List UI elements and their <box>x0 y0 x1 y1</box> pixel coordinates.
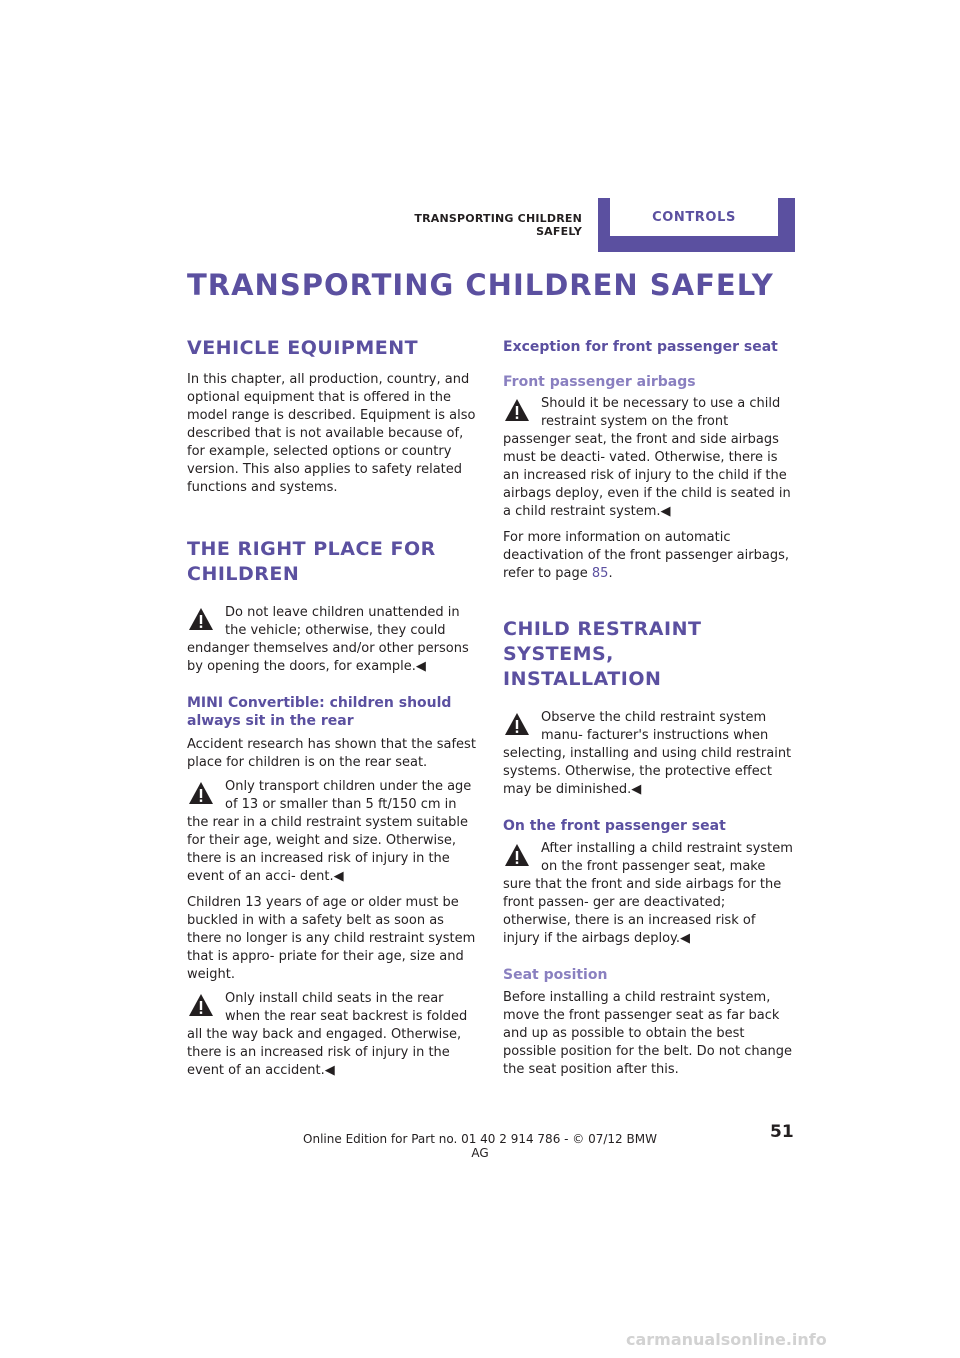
heading-installation-line2: INSTALLATION <box>503 668 662 690</box>
warning-icon <box>503 840 531 870</box>
convertible-text2: Children 13 years of age or older must be buckled in with a safety belt as soon as there no longer is any child restraint system that is appro- priate for their age, size and weight. <box>187 895 476 982</box>
heading-installation-line1: CHILD RESTRAINT SYSTEMS, <box>503 618 702 665</box>
heading-right-place-line2: CHILDREN <box>187 563 300 585</box>
warning-rear-backrest-text: Only install child seats in the rear when the rear seat backrest is folded all the way back and engaged. Otherwise, there is an increased risk of injury in the event of an accident. <box>187 991 468 1078</box>
convertible-text1: Accident research has shown that the safest place for children is on the rear seat. <box>187 737 476 770</box>
deactivation-reference-end: . <box>608 566 613 581</box>
end-mark: ◀ <box>324 1063 335 1078</box>
warning-unattended <box>187 604 479 676</box>
warning-icon <box>187 778 215 808</box>
warning-under-13-text: Only transport children under the age of 13 or smaller than 5 ft/150 cm in the rear in a child restraint system suitable for their age, weight and size. Otherwise, there is an increased risk of injury in the event of an acci- dent. <box>187 779 472 884</box>
section-tab <box>598 198 795 252</box>
deactivation-reference <box>503 529 795 583</box>
end-mark: ◀ <box>660 504 671 519</box>
warning-under-13 <box>187 778 479 886</box>
warning-icon <box>187 990 215 1020</box>
end-mark: ◀ <box>680 931 690 946</box>
end-mark: ◀ <box>631 782 642 797</box>
heading-installation <box>503 617 795 692</box>
end-mark: ◀ <box>333 869 344 884</box>
warning-manufacturer-text: Observe the child restraint system manu- facturer's instructions when selecting, installing and using child restraint systems. Otherwise, the protective effect may be diminished. <box>503 710 792 797</box>
deactivation-reference-text: For more information on automatic deactivation of the front passenger airbags, refer to page <box>503 530 789 581</box>
heading-vehicle-equipment: VEHICLE EQUIPMENT <box>187 337 419 359</box>
watermark: carmanualsonline.info <box>626 1330 827 1349</box>
heading-exception: Exception for front passenger seat <box>503 339 778 355</box>
heading-right-place <box>187 537 479 587</box>
heading-seat-position: Seat position <box>503 967 608 983</box>
heading-convertible <box>187 694 479 730</box>
seat-position-text: Before installing a child restraint system, move the front passenger seat as far back and up as possible to obtain the best possible position for the belt. Do not change the seat position after this. <box>503 990 793 1077</box>
warning-front-seat-text: After installing a child restraint system on the front passenger seat, make sure that the front and side airbags for the front passen- ger are deactivated; otherwise, there is an increased risk of injury if the airbags deploy. <box>503 841 793 946</box>
section-tab-label: CONTROLS <box>610 198 778 236</box>
warning-front-airbags-text: Should it be necessary to use a child restraint system on the front passenger seat, the front and side airbags must be deacti- vated. Otherwise, there is an increased risk of injury to the child if the airbags deploy, even if the child is seated in a child restraint system. <box>503 396 791 519</box>
heading-convertible-line1: MINI Convertible: children should <box>187 695 452 711</box>
warning-front-airbags <box>503 395 795 521</box>
heading-front-airbags: Front passenger airbags <box>503 374 696 390</box>
warning-unattended-text: Do not leave children unattended in the vehicle; otherwise, they could endanger themselves and/or other persons by opening the doors, for example. <box>187 605 469 674</box>
page-link-85[interactable]: 85 <box>591 566 609 581</box>
warning-icon <box>503 709 531 739</box>
running-header: TRANSPORTING CHILDREN SAFELY <box>414 212 582 238</box>
heading-right-place-line1: THE RIGHT PLACE FOR <box>187 538 436 560</box>
warning-icon <box>187 604 215 634</box>
left-column <box>187 336 479 1080</box>
warning-front-seat <box>503 840 795 948</box>
warning-rear-backrest <box>187 990 479 1080</box>
vehicle-equipment-text: In this chapter, all production, country, and optional equipment that is offered in the model range is described. Equipment is also described that is not available because of, for example, selected options or country version. This also applies to safety related functions and systems. <box>187 372 476 495</box>
heading-convertible-line2: always sit in the rear <box>187 713 354 729</box>
footer: Online Edition for Part no. 01 40 2 914 786 - © 07/12 BMW AG <box>303 1132 657 1160</box>
page-number: 51 <box>770 1122 794 1142</box>
warning-manufacturer <box>503 709 795 799</box>
warning-icon <box>503 395 531 425</box>
heading-front-seat: On the front passenger seat <box>503 818 726 834</box>
page-title: TRANSPORTING CHILDREN SAFELY <box>187 268 774 302</box>
end-mark: ◀ <box>415 659 426 674</box>
right-column <box>503 336 795 1079</box>
